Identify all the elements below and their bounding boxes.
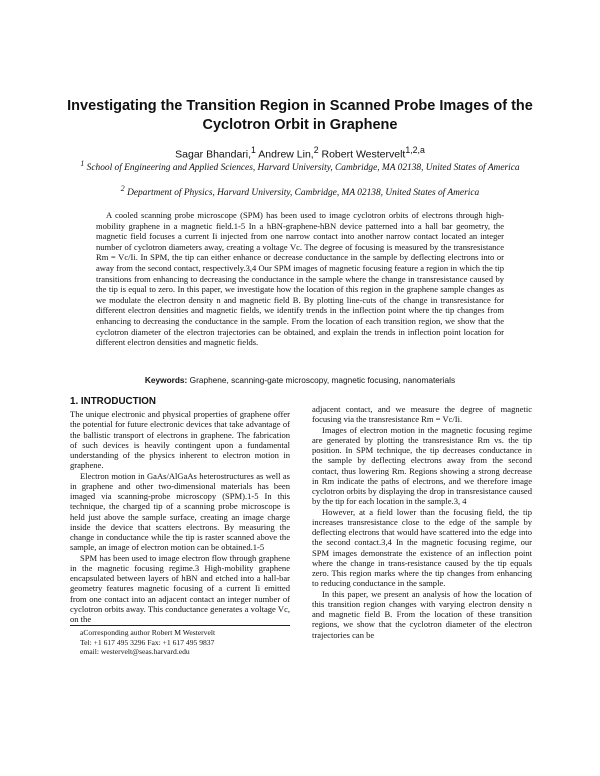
body-paragraph: However, at a field lower than the focusing field, the tip increases transresistance close to the edge of the sample by deflecting electrons that would have scattered into the edge into the second contact.3,4 In the magnetic focusing regime, our SPM images demonstrate the existence of an inflection point where the change in trans-resistance caused by the tip equals zero. This region marks where the tip changes from enhancing to reducing conductance in the sample.	[312, 506, 532, 589]
footnote-divider	[70, 625, 290, 626]
author-affiliation-mark: 1	[251, 145, 256, 155]
author-name: Robert Westervelt	[318, 148, 406, 161]
left-column	[70, 396, 290, 657]
author-affiliation-mark: 2	[313, 145, 319, 155]
keywords-label: Keywords:	[144, 375, 188, 385]
abstract: A cooled scanning probe microscope (SPM) has been used to image cyclotron orbits of electrons through high-mobility graphene in a magnetic field.1-5 In a hBN-graphene-hBN device patterned into a hall bar geometry, the magnetic field focuses a current Ii injected from one narrow contact into another narrow contact located an integer number of cyclotron diameters away, creating a voltage Vc. The degree of focusing is measured by the transresistance Rm = Vc/Ii. In SPM, the tip can either enhance or decrease conductance in the sample by deflecting electrons into or away from the second contact, respectively.3,4 Our SPM images of magnetic focusing feature a region in which the tip transitions from enhancing to decreasing the conductance in the sample where the change in transresistance caused by the tip is equal to zero. In this paper, we investigate how the location of this region in the graphene sample changes as we modulate the electron density n and magnetic field B. By plotting line-cuts of the change in transresistance for different electron densities and magnetic fields, we identify trends in the inflection point where the tip changes from enhancing to decreasing the conductance in the sample. From the location of each transition region, we show that the cyclotron diameter of the electron trajectories can be obtained, and explain the trends in inflection point location for different electron densities and magnetic fields.	[96, 210, 504, 348]
body-paragraph: SPM has been used to image electron flow through graphene in the magnetic focusing regime.3 High-mobility graphene encapsulated between layers of hBN and etched into a hall-bar geometry features magnetic focusing of a current Ii emitted from one contact into an adjacent contact an integer number of cyclotron orbits away. This conductance generates a voltage Vc, on the	[70, 552, 290, 624]
affiliation-mark: 2	[120, 184, 125, 193]
body-paragraph: adjacent contact, and we measure the degree of magnetic focusing via the transresistance Rm = Vc/Ii.	[312, 404, 532, 425]
footnote-line: aCorresponding author Robert M Westervelt	[80, 628, 216, 638]
body-paragraph: Electron motion in GaAs/AlGaAs heterostructures as well as in graphene and other two-dimensional materials has been imaged via scanning-probe microscopy (SPM).1-5 In this technique, the charged tip of a scanning probe microscope is held just above the sample surface, creating an image charge inside the device that scatters electrons. By measuring the change in conductance while the tip is raster scanned above the sample, an image of electron motion can be obtained.1-5	[70, 470, 290, 553]
paper-title: Investigating the Transition Region in Scanned Probe Images of the Cyclotron Orbit in Graphene	[67, 98, 533, 133]
body-paragraph: The unique electronic and physical properties of graphene offer the potential for future electronic devices that take advantage of the ballistic transport of electrons in graphene. The fabrication of such devices is heavily contingent upon a fundamental understanding of the physics inherent to electron motion in graphene.	[70, 409, 290, 471]
affiliation	[62, 183, 538, 200]
author-name: Sagar Bhandari,	[175, 148, 252, 161]
body-paragraph: In this paper, we present an analysis of how the location of this transition region changes with varying electron density n and magnetic field B. From the location of these transition regions, we show that the cyclotron diameter of the electron trajectories can be	[312, 588, 532, 640]
keywords	[96, 375, 504, 385]
author-affiliation-mark: 1,2,a	[405, 145, 425, 155]
section-heading: 1. INTRODUCTION	[70, 396, 156, 407]
body-paragraph: Images of electron motion in the magnetic focusing regime are generated by plotting the transresistance Rm vs. the tip position. In SPM technique, the tip decreases conductance in the sample by deflecting electrons away from the second contact, thus lowering Rm. Regions showing a strong decrease in Rm indicate the paths of electrons, and we therefore image cyclotron orbits by displaying the drop in transresistance caused by the tip for each location in the sample.3, 4	[312, 424, 532, 507]
right-column	[312, 404, 532, 640]
footnote-line: Tel: +1 617 495 3296 Fax: +1 617 495 9837	[80, 637, 215, 647]
affiliation-mark: 1	[80, 159, 85, 168]
affiliation-text: Department of Physics, Harvard University, Cambridge, MA 02138, United States of America	[124, 188, 480, 199]
affiliation	[62, 158, 538, 175]
author-name: Andrew Lin,	[255, 148, 314, 161]
affiliation-text: School of Engineering and Applied Sciences, Harvard University, Cambridge, MA 02138, United States of America	[84, 163, 520, 174]
keywords-text: Graphene, scanning-gate microscopy, magnetic focusing, nanomaterials	[187, 375, 456, 385]
footnote-line: email: westervelt@seas.harvard.edu	[80, 647, 190, 657]
